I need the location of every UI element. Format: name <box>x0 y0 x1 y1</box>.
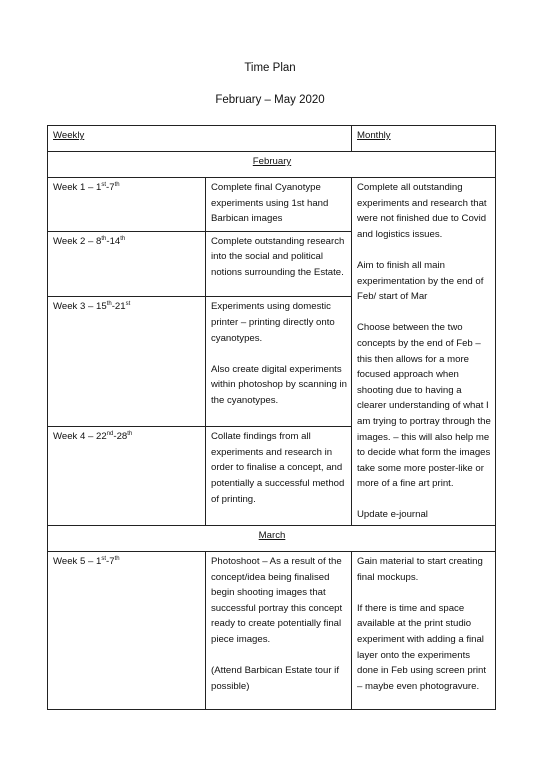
week-row <box>48 178 496 232</box>
monthly-header: Monthly <box>352 126 496 152</box>
monthly-goals-march: Gain material to start creating final mockups. If there is time and space available at the print studio experiment with adding a final layer onto the experiments done in Feb using screen print – maybe even photogravure. <box>352 552 496 710</box>
monthly-goals-february: Complete all outstanding experiments and research that were not finished due to Covid and logistics issues. Aim to finish all main experimentation by the end of Feb/ start of Mar Choose between the two concepts by the end of Feb – this then allows for a more focused approach when shooting due to having a clearer understanding of what I am trying to portray through the images. – this will also help me to decide what form the images take some more poster-like or more of a fine art print. Update e-journal <box>352 178 496 526</box>
week-label: Week 4 – 22nd-28th <box>48 427 206 526</box>
weekly-header: Weekly <box>48 126 352 152</box>
week-label: Week 3 – 15th-21st <box>48 297 206 427</box>
week-task: Collate findings from all experiments and research in order to finalise a concept, and potentially a successful method of printing. <box>206 427 352 526</box>
week-label: Week 1 – 1st-7th <box>48 178 206 232</box>
month-label-march: March <box>48 526 496 552</box>
week-task: Photoshoot – As a result of the concept/idea being finalised begin shooting images that successful portray this concept ready to create potentially final piece images. (Attend Barbican Estate tour if possible) <box>206 552 352 710</box>
time-plan-table <box>47 125 496 710</box>
week-label: Week 5 – 1st-7th <box>48 552 206 710</box>
month-row-march <box>48 526 496 552</box>
page-subtitle: February – May 2020 <box>215 94 325 106</box>
page-title: Time Plan <box>244 62 296 74</box>
month-label-february: February <box>48 152 496 178</box>
week-row <box>48 552 496 710</box>
week-task: Complete final Cyanotype experiments using 1st hand Barbican images <box>206 178 352 232</box>
week-task: Complete outstanding research into the social and political notions surrounding the Estate. <box>206 231 352 296</box>
week-task: Experiments using domestic printer – printing directly onto cyanotypes. Also create digital experiments within photoshop by scanning in the cyanotypes. <box>206 297 352 427</box>
header-row <box>48 126 496 152</box>
week-label: Week 2 – 8th-14th <box>48 231 206 296</box>
month-row-february <box>48 152 496 178</box>
